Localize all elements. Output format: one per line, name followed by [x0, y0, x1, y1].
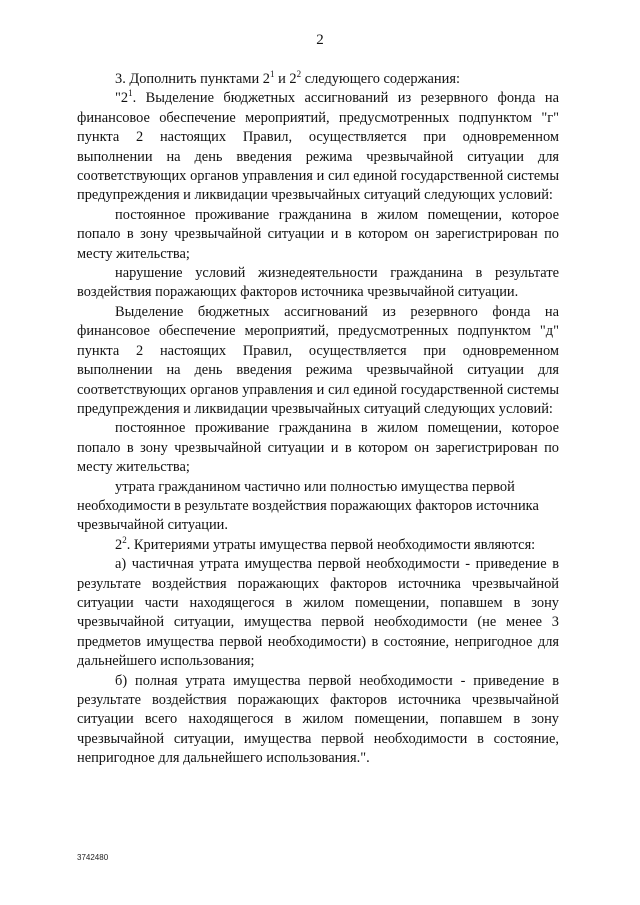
heading-text: и 2: [274, 71, 297, 87]
paragraph-number: 2: [115, 536, 123, 553]
superscript: 2: [122, 534, 127, 545]
condition-residence-2: постоянное проживание гражданина в жилом помещении, которое попало в зону чрезвычайной ситуации и в котором он зарегистрирован по месту жительства;: [77, 420, 559, 476]
criterion-full-loss: б) полная утрата имущества первой необходимости - приведение в результате воздействия поражающих факторов источника чрезвычайной ситуации всего находящегося в жилом помещении, попавшем в зону чрезвычайной ситуации, имущества первой необходимости в состояние, непригодное для дальнейшего использования.".: [77, 672, 559, 767]
superscript: 2: [296, 69, 302, 79]
paragraph-text: . Критериями утраты имущества первой необходимости являются:: [126, 536, 536, 553]
superscript: 1: [270, 69, 275, 79]
paragraph-2-2: [77, 536, 559, 555]
heading-text: следующего содержания:: [301, 71, 460, 87]
condition-property-loss: утрата гражданином частично или полностью имущества первой необходимости в результате воздействия поражающих факторов источника чрезвычайной ситуации.: [77, 478, 539, 534]
document-body: [77, 70, 559, 769]
page-number: 2: [316, 32, 324, 48]
paragraph-text: . Выделение бюджетных ассигнований из резервного фонда на финансовое обеспечение мероприятий, предусмотренных подпунктом "г" пункта 2 настоящих Правил, осуществляется при одновременном выполнении на день введения режима чрезвычайной ситуации для соответствующих органов управления и сил единой государственной системы предупреждения и ликвидации чрезвычайных ситуаций следующих условий:: [77, 90, 559, 204]
paragraph-allocation-d: Выделение бюджетных ассигнований из резервного фонда на финансовое обеспечение мероприятий, предусмотренных подпунктом "д" пункта 2 настоящих Правил, осуществляется при одновременном выполнении на день введения режима чрезвычайной ситуации для соответствующих органов управления и сил единой государственной системы предупреждения и ликвидации чрезвычайных ситуаций следующих условий:: [77, 303, 559, 417]
amendment-heading: [77, 70, 559, 89]
paragraph-number: "2: [115, 90, 129, 107]
condition-living-conditions: нарушение условий жизнедеятельности гражданина в результате воздействия поражающих факторов источника чрезвычайной ситуации.: [77, 265, 559, 301]
paragraph-2-1: [77, 89, 559, 205]
superscript: 1: [128, 88, 133, 99]
criterion-partial-loss: а) частичная утрата имущества первой необходимости - приведение в результате воздействия поражающих факторов источника чрезвычайной ситуации части находящегося в жилом помещении, попавшем в зону чрезвычайной ситуации, имущества первой необходимости (не менее 3 предметов имущества первой необходимости) в состояние, непригодное для дальнейшего использования;: [77, 556, 559, 670]
document-id: 3742480: [77, 853, 109, 862]
heading-text: 3. Дополнить пунктами 2: [115, 71, 270, 87]
condition-residence-1: постоянное проживание гражданина в жилом помещении, которое попало в зону чрезвычайной ситуации и в котором он зарегистрирован по месту жительства;: [77, 206, 559, 262]
